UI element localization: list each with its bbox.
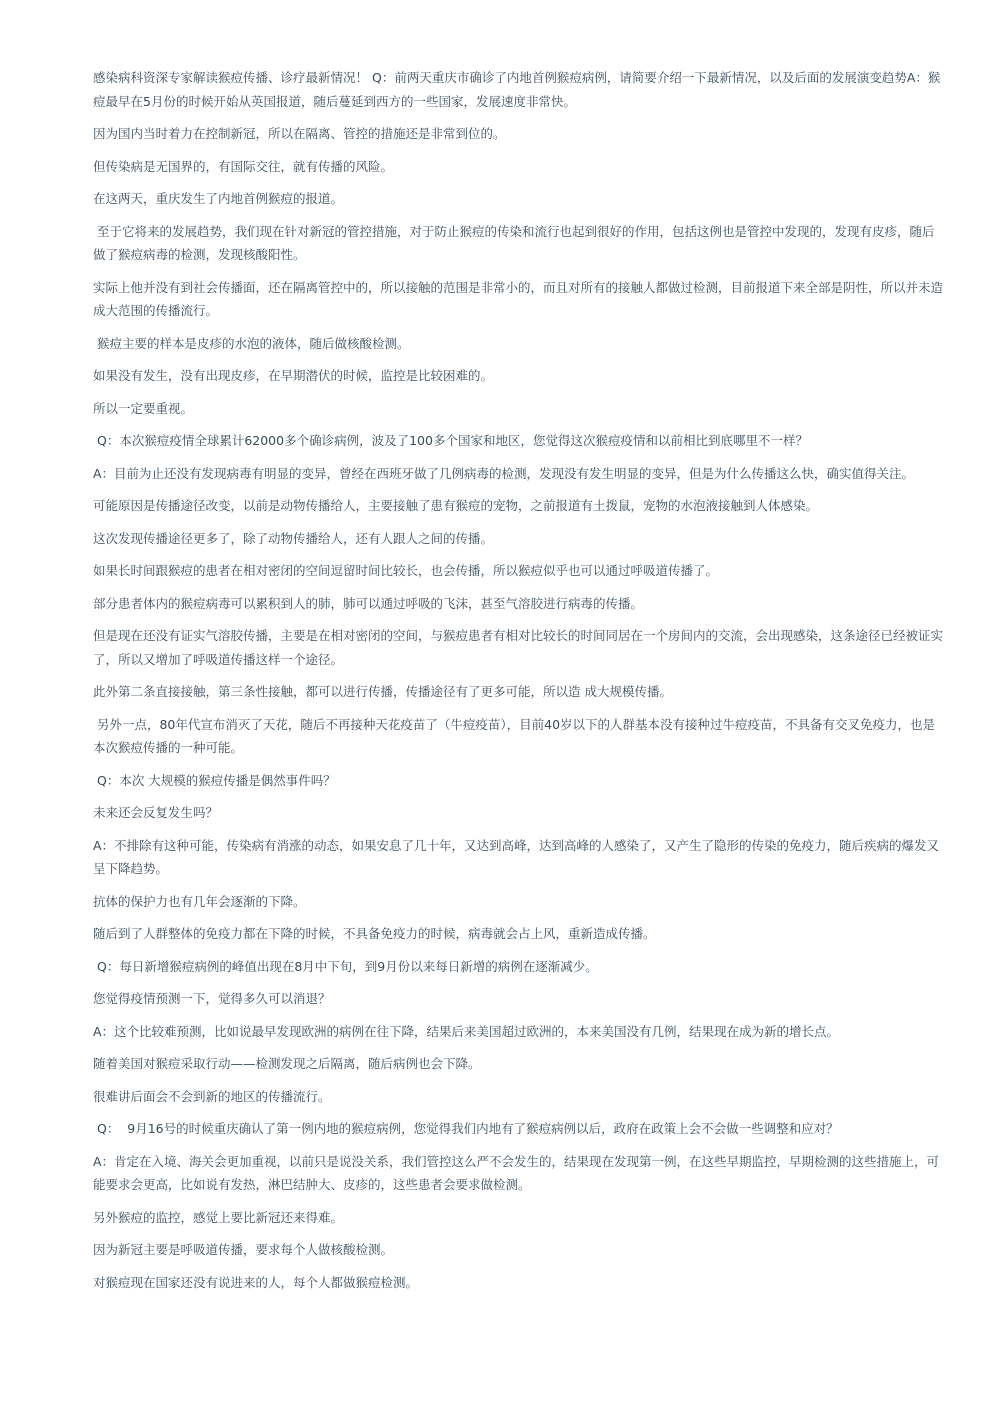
paragraph: 感染病科资深专家解读猴痘传播、诊疗最新情况！ Q：前两天重庆市确诊了内地首例猴痘病例，请简要介绍一下最新情况，以及后面的发展演变趋势A：猴痘最早在5月份的时候开始从英国报道，随后蔓延到西方的一些国家，发展速度非常快。 [93, 70, 941, 109]
paragraph: Q： 9月16号的时候重庆确认了第一例内地的猴痘病例，您觉得我们内地有了猴痘病例以后，政府在政策上会不会做一些调整和应对？ [93, 1121, 839, 1136]
paragraph: 对猴痘现在国家还没有说进来的人，每个人都做猴痘检测。 [93, 1274, 419, 1290]
paragraph: Q：本次 大规模的猴痘传播是偶然事件吗？ [93, 772, 336, 788]
paragraph: 因为国内当时着力在控制新冠，所以在隔离、管控的措施还是非常到位的。 [93, 126, 506, 141]
paragraph: A：这个比较难预测，比如说最早发现欧洲的病例在往下降，结果后来美国超过欧洲的，本来美国没有几例，结果现在成为新的增长点。 [93, 1023, 840, 1039]
paragraph: 部分患者体内的猴痘病毒可以累积到人的肺，肺可以通过呼吸的飞沫，甚至气溶胶进行病毒的传播。 [93, 595, 644, 611]
paragraph: 可能原因是传播途径改变，以前是动物传播给人，主要接触了患有猴痘的宠物，之前报道有土拨鼠，宠物的水泡液接触到人体感染。 [93, 498, 819, 513]
paragraph: A：肯定在入境、海关会更加重视，以前只是说没关系，我们管控这么严不会发生的，结果现在发现第一例，在这些早期监控，早期检测的这些措施上，可能要求会更高，比如说有发热，淋巴结肿大、皮疹的，这些患者会要求做检测。 [93, 1153, 940, 1192]
paragraph: 很难讲后面会不会到新的地区的传播流行。 [93, 1088, 331, 1104]
paragraph: 随着美国对猴痘采取行动——检测发现之后隔离，随后病例也会下降。 [93, 1056, 481, 1071]
paragraph: 如果长时间跟猴痘的患者在相对密闭的空间逗留时间比较长，也会传播，所以猴痘似乎也可以通过呼吸道传播了。 [93, 563, 719, 578]
paragraph: 实际上他并没有到社会传播面，还在隔离管控中的，所以接触的范围是非常小的，而且对所有的接触人都做过检测，目前报道下来全部是阴性，所以并未造成大范围的传播流行。 [93, 279, 944, 318]
paragraph: 另外猴痘的监控，感觉上要比新冠还来得难。 [93, 1209, 344, 1225]
paragraph: 但是现在还没有证实气溶胶传播，主要是在相对密闭的空间，与猴痘患者有相对比较长的时间同居在一个房间内的交流，会出现感染，这条途径已经被证实了，所以又增加了呼吸道传播这样一个途径。 [93, 628, 944, 667]
paragraph: 未来还会反复发生吗？ [93, 805, 219, 820]
paragraph: 在这两天，重庆发生了内地首例猴痘的报道。 [93, 191, 344, 206]
paragraph: 随后到了人群整体的免疫力都在下降的时候，不具备免疫力的时候，病毒就会占上风，重新造成传播。 [93, 926, 656, 941]
paragraph: 您觉得疫情预测一下，觉得多久可以消退？ [93, 991, 331, 1006]
paragraph: Q：本次猴痘疫情全球累计62000多个确诊病例，波及了100多个国家和地区，您觉得这次猴痘疫情和以前相比到底哪里不一样？ [93, 433, 808, 448]
paragraph: 猴痘主要的样本是皮疹的水泡的液体，随后做核酸检测。 [93, 335, 410, 351]
paragraph: Q：每日新增猴痘病例的峰值出现在8月中下旬，到9月份以来每日新增的病例在逐渐减少。 [93, 958, 598, 974]
paragraph: 如果没有发生，没有出现皮疹，在早期潜伏的时候，监控是比较困难的。 [93, 368, 494, 383]
paragraph: 另外一点，80年代宣布消灭了天花，随后不再接种天花疫苗了（牛痘疫苗），目前40岁以下的人群基本没有接种过牛痘疫苗，不具备有交叉免疫力，也是本次猴痘传播的一种可能。 [93, 716, 936, 755]
paragraph: 至于它将来的发展趋势，我们现在针对新冠的管控措施，对于防止猴痘的传染和流行也起到很好的作用，包括这例也是管控中发现的，发现有皮疹，随后做了猴痘病毒的检测，发现核酸阳性。 [93, 223, 935, 262]
paragraph: A：目前为止还没有发现病毒有明显的变异，曾经在西班牙做了几例病毒的检测，发现没有发生明显的变异，但是为什么传播这么快，确实值得关注。 [93, 465, 915, 481]
document-body [93, 66, 945, 1303]
paragraph: 抗体的保护力也有几年会逐渐的下降。 [93, 893, 306, 909]
paragraph: 这次发现传播途径更多了，除了动物传播给人，还有人跟人之间的传播。 [93, 530, 494, 546]
paragraph: 此外第二条直接接触，第三条性接触，都可以进行传播，传播途径有了更多可能，所以造 成大规模传播。 [93, 684, 672, 699]
paragraph: 因为新冠主要是呼吸道传播，要求每个人做核酸检测。 [93, 1242, 394, 1257]
paragraph: 所以一定要重视。 [93, 400, 194, 416]
paragraph: A：不排除有这种可能，传染病有消涨的动态，如果安息了几十年，又达到高峰，达到高峰的人感染了，又产生了隐形的传染的免疫力，随后疾病的爆发又呈下降趋势。 [93, 837, 940, 876]
paragraph: 但传染病是无国界的，有国际交往，就有传播的风险。 [93, 158, 394, 174]
